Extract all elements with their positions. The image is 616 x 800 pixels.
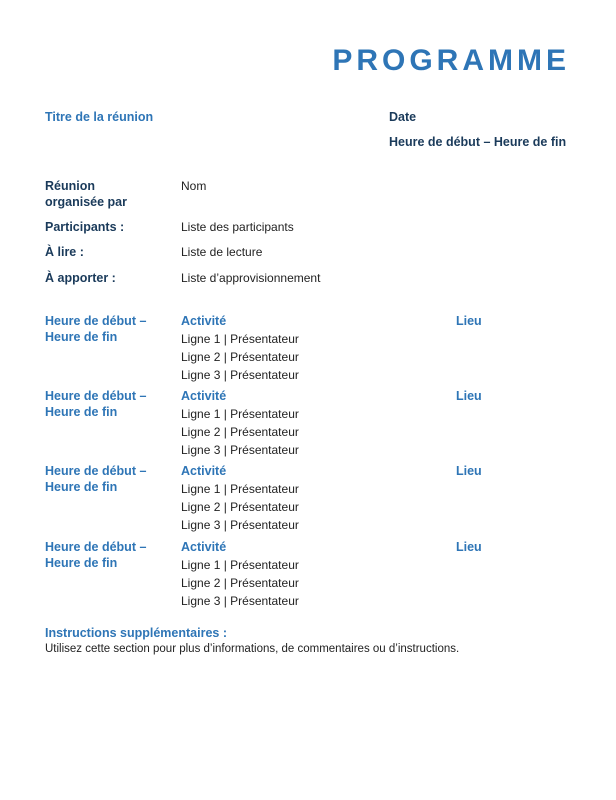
agenda-location: Lieu — [456, 540, 482, 554]
document-title: PROGRAMME — [332, 44, 570, 77]
agenda-activity: Activité — [181, 464, 227, 478]
agenda-location: Lieu — [456, 314, 482, 328]
additional-instructions-heading: Instructions supplémentaires : — [45, 626, 227, 640]
agenda-line: Ligne 3 | Présentateur — [181, 368, 299, 382]
additional-instructions-text: Utilisez cette section pour plus d’informations, de commentaires ou d’instructions. — [45, 643, 460, 655]
agenda-line: Ligne 3 | Présentateur — [181, 518, 299, 532]
agenda-lines — [181, 405, 299, 459]
agenda-time: Heure de début – Heure de fin — [45, 389, 147, 419]
agenda-time: Heure de début – Heure de fin — [45, 540, 147, 570]
agenda-lines — [181, 556, 299, 610]
agenda-line: Ligne 1 | Présentateur — [181, 332, 299, 346]
agenda-activity: Activité — [181, 540, 227, 554]
info-label: À lire : — [45, 245, 84, 259]
agenda-block — [45, 313, 585, 389]
agenda-line: Ligne 1 | Présentateur — [181, 482, 299, 496]
info-value: Liste de lecture — [181, 245, 263, 259]
agenda-activity: Activité — [181, 389, 227, 403]
agenda-activity: Activité — [181, 314, 227, 328]
meeting-title: Titre de la réunion — [45, 110, 154, 124]
agenda-lines — [181, 330, 299, 384]
info-row-organizer — [45, 178, 585, 210]
agenda-line: Ligne 3 | Présentateur — [181, 594, 299, 608]
info-label: À apporter : — [45, 271, 116, 285]
info-label: Réunion organisée par — [45, 179, 127, 209]
info-row-participants — [45, 219, 585, 235]
agenda-line: Ligne 2 | Présentateur — [181, 425, 299, 439]
agenda-time: Heure de début – Heure de fin — [45, 314, 147, 344]
agenda-block — [45, 539, 585, 615]
agenda-line: Ligne 1 | Présentateur — [181, 407, 299, 421]
meeting-date: Date — [389, 110, 417, 124]
agenda-line: Ligne 3 | Présentateur — [181, 443, 299, 457]
info-value: Nom — [181, 179, 207, 193]
agenda-line: Ligne 2 | Présentateur — [181, 576, 299, 590]
info-value: Liste d’approvisionnement — [181, 271, 321, 285]
info-row-supplies — [45, 270, 585, 286]
agenda-block — [45, 388, 585, 464]
agenda-time: Heure de début – Heure de fin — [45, 464, 147, 494]
agenda-line: Ligne 2 | Présentateur — [181, 500, 299, 514]
info-label: Participants : — [45, 220, 125, 234]
agenda-block — [45, 463, 585, 539]
info-row-reading — [45, 244, 585, 260]
agenda-lines — [181, 480, 299, 534]
agenda-location: Lieu — [456, 464, 482, 478]
agenda-location: Lieu — [456, 389, 482, 403]
agenda-line: Ligne 1 | Présentateur — [181, 558, 299, 572]
meeting-time-range: Heure de début – Heure de fin — [389, 135, 567, 149]
agenda-line: Ligne 2 | Présentateur — [181, 350, 299, 364]
info-value: Liste des participants — [181, 220, 294, 234]
